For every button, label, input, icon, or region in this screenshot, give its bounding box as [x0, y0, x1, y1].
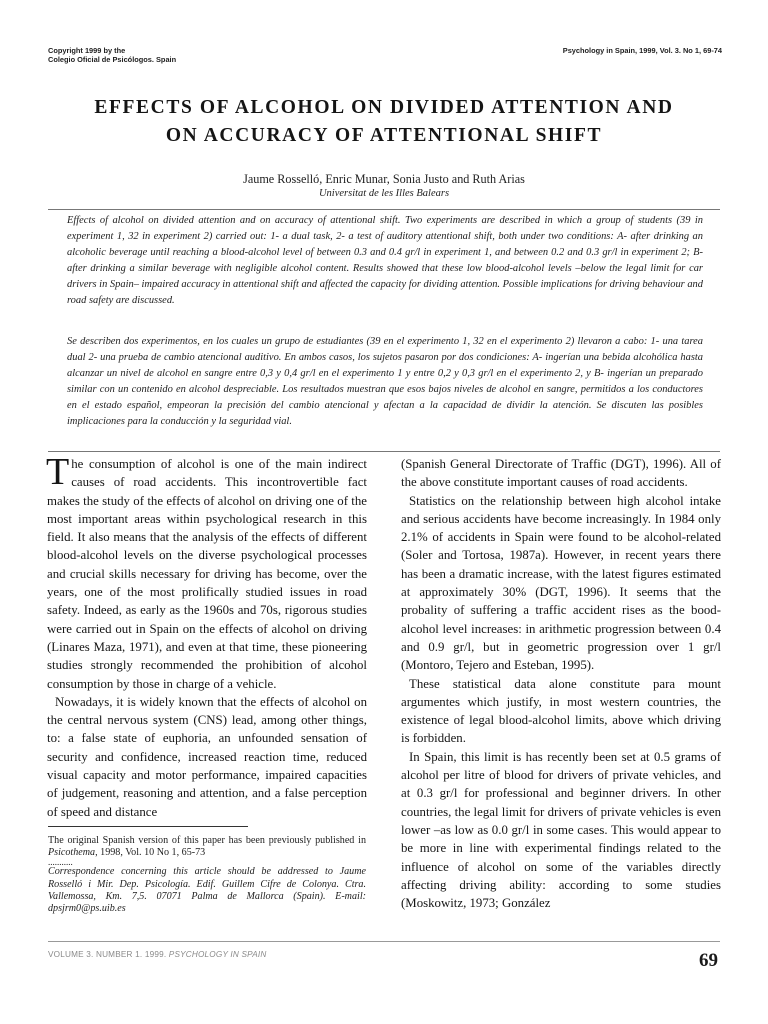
article-title: [0, 94, 768, 150]
author-list: Jaume Rosselló, Enric Munar, Sonia Justo and Ruth Arias: [243, 172, 525, 186]
abstract-top-divider: [48, 209, 720, 210]
body-column-right: [401, 455, 721, 912]
page-number: 69: [699, 950, 718, 971]
footer-journal-name: PSYCHOLOGY IN SPAIN: [168, 950, 267, 959]
footnote-divider: [48, 826, 248, 827]
title-line-1: EFFECTS OF ALCOHOL ON DIVIDED ATTENTION AND: [94, 97, 674, 118]
footnote: [48, 835, 366, 915]
body-paragraph: Statistics on the relationship between high alcohol intake and serious accidents have become increasingly. In 1984 only 2.1% of accidents in Spain were found to be alcohol-related (Soler and Tortosa, 1987a). However, in recent years there has been a dramatic increase, with the latest figures estimated at approximately 30% (DGT, 1996). It seems that the probality of suffering a traffic accident rises as the bood-alcohol level increases: in arithmetic progression between 0.4 and 0.9 gr/l, but in geometric progression over 1 gr/l (Montoro, Tejero and Esteban, 1995).: [401, 493, 721, 673]
abstract-english: Effects of alcohol on divided attention and on accuracy of attentional shift. Two experiments are described in which a group of students (39 in experiment 1, 32 in experiment 2) carried out: 1- a dual task, 2- a test of auditory attentional shift, both under two conditions: A- after drinking an alcoholic beverage until reaching a blood-alcohol level of between 0.3 and 0.4 gr/l in experiment 1, and between 0.2 and 0.3 gr/l in experiment 2; B- after drinking a similar beverage with negligible alcohol content. Results showed that these low blood-alcohol levels –below the legal limit for car drivers in Spain– impaired accuracy in attentional shift and affected the capacity for dividing attention. Possible implications for driving behaviour and road safety are discussed.: [67, 215, 703, 307]
copyright-line-1: Copyright 1999 by the: [48, 46, 126, 55]
copyright-line-2: Colegio Oficial de Psicólogos. Spain: [48, 55, 177, 64]
abstract-bottom-divider: [48, 451, 720, 452]
footer-issue-info: VOLUME 3. NUMBER 1. 1999. PSYCHOLOGY IN SPAIN: [48, 950, 267, 959]
body-paragraph: In Spain, this limit is has recently been set at 0.5 grams of alcohol per litre of blood for drivers of private vehicles, and at 0.3 gr/l for professional and beginner drivers. In other countries, the legal limit for drivers of private vehicles is even lower –as low as 0.0 gr/l in some cases. This would appear to be more in line with experimental findings related to the influence of alcohol on some of the variables directly affecting driving ability: according to some studies (Moskowitz, 1973; González: [401, 749, 721, 911]
footer-divider: [48, 941, 720, 942]
journal-citation: Psychology in Spain, 1999, Vol. 3. No 1, 69-74: [562, 46, 722, 55]
body-paragraph: Nowadays, it is widely known that the effects of alcohol on the central nervous system (CNS) lead, among other things, to: a false state of euphoria, an unfounded sensation of security and confidence, increased reaction time, reduced visual capacity and motor performance, impaired capacities of judgement, reasoning and attention, and a false perception of speed and distance: [47, 694, 367, 819]
correspondence-note: Correspondence concerning this article should be addressed to Jaume Rosselló i Mir. Dep. Psicología. Edif. Guillem Cifre de Colonya. Ctra. Vallemossa, Km. 7,5. 07071 Palma de Mallorca (Spain). E-mail: dpsjrm0@ps.uib.es: [48, 866, 366, 915]
body-paragraph: The consumption of alcohol is one of the main indirect causes of road accidents. This incontrovertible fact makes the study of the effects of alcohol on driving one of the most important areas within psychological research in this field. It also means that the analysis of the effects of different blood-alcohol levels on the diverse psychological processes and crucial skills necessary for driving has become, over the years, one of the most prolifically studied issues in road safety. Indeed, as early as the 1960s and 70s, rigorous studies were carried out in Spain on the effects of alcohol on driving (Linares Maza, 1971), and even at that time, these pioneering studies strongly recommended the prohibition of alcohol consumption by those in charge of a vehicle.: [46, 451, 367, 691]
copyright-notice: [48, 46, 176, 64]
original-publication-note: The original Spanish version of this paper has been previously published in Psicothema, 1998, Vol. 10 No 1, 65-73: [48, 835, 366, 859]
original-journal-name: Psicothema: [48, 847, 96, 859]
affiliation: Universitat de les Illes Balears: [318, 188, 450, 199]
body-paragraph: These statistical data alone constitute para mount argumentes which justify, in most western countries, the existence of legal blood-alcohol limits, above which driving is forbidden.: [401, 676, 721, 746]
abstract-spanish: Se describen dos experimentos, en los cuales un grupo de estudiantes (39 en el experimento 1, 32 en el experimento 2) llevaron a cabo: 1- una tarea dual 2- una prueba de cambio atencional auditivo. En ambos casos, los sujetos pasaron por dos condiciones: A- ingerían una bebida alcohólica hasta alcanzar un nivel de alcohol en sangre entre 0,3 y 0,4 gr/l en el experimento 1 y entre 0,2 y 0,3 gr/l en el experimento 2, y B- ingerían un preparado similar con un contenido en alcohol despreciable. Los resultados muestran que esos bajos niveles de alcohol en sangre, permitidos a los conductores en el estado español, empeoran la precisión del cambio atencional y afectan a la capacidad de dividir la atención. Se discuten las posibles implicaciones para la conducción y la seguridad vial.: [67, 336, 703, 428]
drop-cap: T: [46, 451, 70, 493]
body-paragraph: (Spanish General Directorate of Traffic (DGT), 1996). All of the above constitute important causes of road accidents.: [401, 457, 721, 490]
footnote-separator: ...........: [48, 857, 73, 868]
body-column-left: [46, 451, 367, 821]
title-line-2: ON ACCURACY OF ATTENTIONAL SHIFT: [165, 125, 603, 146]
